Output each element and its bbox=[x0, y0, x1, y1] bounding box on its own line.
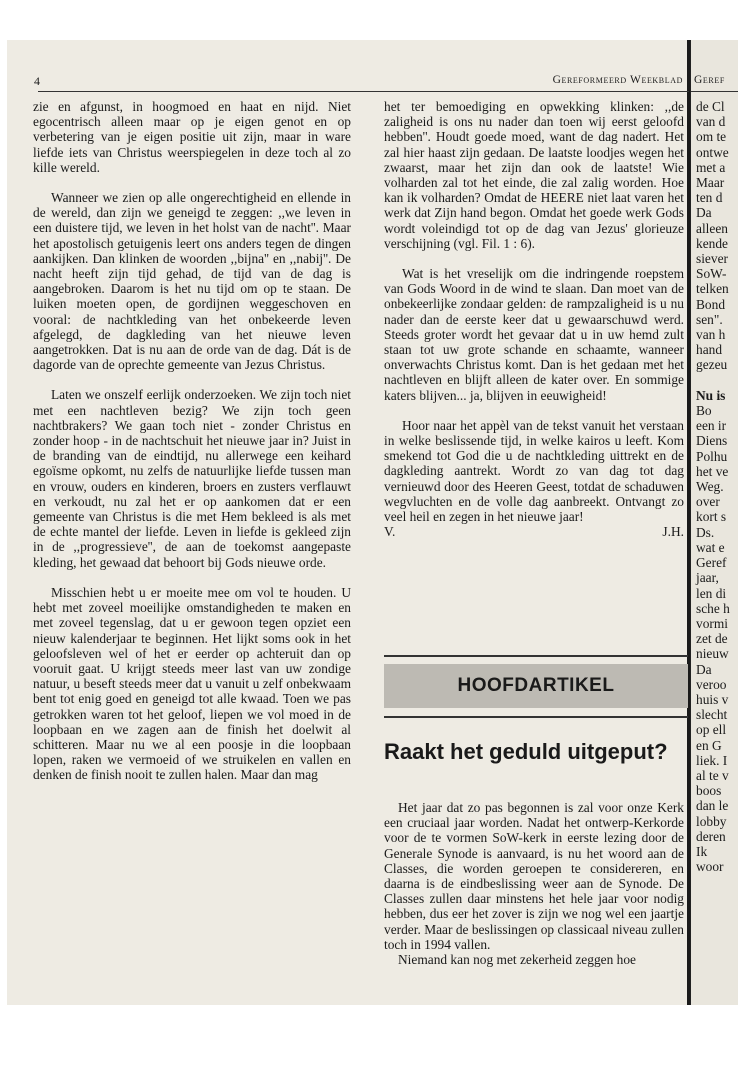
paragraph: Het jaar dat zo pas begonnen is zal voor onze Kerk een cruciaal jaar worden. Nadat het ontwerp-Kerkorde voor de te vormen SoW-kerk in eerste lezing door de Generale Synode is aanvaard, is nu het woord aan de Classes, die worden geroepen te considereren, en daarna is de eindbeslissing weer aan de Synode. De Classes zullen daar minstens het hele jaar voor nodig hebben, dus eer het zover is zijn we nog wel een jaartje verder. Maar de beslissingen op classicaal niveau zullen toch in 1994 vallen. bbox=[384, 800, 684, 952]
cropped-line: vormi bbox=[696, 615, 728, 631]
cropped-line: Geref bbox=[696, 555, 727, 571]
running-head: Gereformeerd Weekblad bbox=[552, 74, 683, 86]
paragraph: Laten we onszelf eerlijk onderzoeken. We zijn toch niet met een nachtleven bezig? We zijn toch geen nachtbrakers? We gaan toch niet - zonder Christus en zonder hoop - in de nachtschuit het nieuwe jaar in? Juist in de branding van de eindtijd, nu allerwege een keihard egoïsme opkomt, nu zelfs de natuurlijke liefde tussen man en vrouw, ouders en kinderen, broers en zusters verflauwt en verkoudt, nu zal het er op aankomen dat er een gemeente van Christus is die met Hem bekleed is als met de echte mantel der liefde. Leven in liefde is gekleed zijn in de ,,progressieve'', de aan de toekomst aangepaste kleding, het gewaad dat behoort bij Gods nieuwe orde. bbox=[33, 387, 351, 570]
cropped-line: telken bbox=[696, 281, 729, 297]
column-3-cropped bbox=[696, 99, 738, 874]
signature-right: J.H. bbox=[662, 524, 684, 540]
cropped-line: Weg. bbox=[696, 479, 724, 495]
page-number: 4 bbox=[34, 74, 40, 88]
paragraph: Wat is het vreselijk om die indringende roepstem van Gods Woord in de wind te slaan. Dan moet van de onbekeerlijke zondaar gelden: de rampzaligheid is u nu nader dan de eerste keer dat u gewaarschuwd werd. Steeds groter wordt het gevaar dat u in uw hemd zult staan tot uw grote schande en schaamte, wanneer onverwachts Christus komt. Dan is het gedaan met het nachtleven en blijft alleen de kater over. En sommige katers blijven... ja, blijven in eeuwigheid! bbox=[384, 266, 684, 403]
cropped-line: SoW- bbox=[696, 266, 727, 282]
cropped-line bbox=[696, 373, 738, 388]
cropped-line: kort s bbox=[696, 509, 727, 525]
paragraph: Misschien hebt u er moeite mee om vol te houden. U hebt met zoveel moeilijke omstandigheden te maken en met zoveel tegenslag, dat u er gewoon tegen opziet een nieuw kalenderjaar te beginnen. Het lijkt soms ook in het geloofsleven wel of het er eerder op achteruit dan op vooruit gaat. U krijgt steeds meer last van uw zondige natuur, u beseft steeds meer dat u vanuit u zelf onbekwaam bent tot enig goed en geneigd tot alle kwaad. Toen we pas getrokken waren tot het geloof, liepen we vol moed in de loopbaan en we zagen aan de finish het doelwit al schitteren. Maar nu we al een poosje in die loopbaan lopen, raken we vermoeid of we struikelen en vallen en denken de finish nooit te zullen halen. Maar dan mag bbox=[33, 584, 351, 783]
cropped-line: Ds. bbox=[696, 524, 715, 540]
paragraph: Niemand kan nog met zekerheid zeggen hoe bbox=[398, 952, 636, 968]
cropped-line: siever bbox=[696, 251, 728, 267]
paragraph: Wanneer we zien op alle ongerechtigheid en ellende in de wereld, dan zijn we geneigd te zeggen: ,,we leven in een duistere tijd, we leven in het holst van de nacht''. Maar het apostolisch getuigenis leert ons anders tegen de dingen aankijken. Dan klinken de woorden ,,bijna'' en ,,nabij''. De nacht heeft zijn tijd gehad, de tijd van de dag is aangebroken. Daarom is het nu tijd om op te staan. De luiken moeten open, de gordijnen weggeschoven en vooral: de nachtkleding van het onbekeerde leven afgelegd, de dagkleding van het nieuwe leven aangetrokken. Dat is nu aan de orde van de dag. Dát is de dagorde van de oprechte gemeente van Jezus Christus. bbox=[33, 190, 351, 373]
cropped-line: Maar bbox=[696, 175, 725, 191]
cropped-line: wat e bbox=[696, 539, 725, 555]
cropped-line: met a bbox=[696, 159, 726, 175]
article-title: Raakt het geduld uitgeput? bbox=[384, 739, 668, 764]
cropped-line: boos bbox=[696, 783, 722, 799]
page-gutter bbox=[687, 40, 690, 1005]
article-body bbox=[384, 800, 684, 967]
cropped-line: slecht bbox=[696, 707, 728, 723]
paragraph: Hoor naar het appèl van de tekst vanuit het verstaan in welke beslissende tijd, in welke kairos u leeft. Kom smekend tot God die u de nachtkleding uittrekt en de dagkleding aantrekt. Wordt zo van dag tot dag vernieuwd door des Heeren Geest, totdat de schaduwen wegvluchten en de volle dag aanbreekt. Ontvangt zo veel heil en zegen in het nieuwe jaar! bbox=[384, 417, 684, 525]
cropped-line: sen". bbox=[696, 311, 723, 327]
cropped-line: huis v bbox=[696, 691, 729, 707]
column-1 bbox=[33, 99, 351, 783]
next-header-rule bbox=[691, 91, 738, 92]
cropped-line: dan le bbox=[696, 798, 729, 814]
column-2 bbox=[384, 99, 684, 539]
section-title: HOOFDARTIKEL bbox=[457, 675, 615, 696]
cropped-line: en G bbox=[696, 737, 722, 753]
page-bottom-margin bbox=[0, 1005, 738, 1068]
next-running-head: Geref bbox=[694, 74, 725, 86]
cropped-line: van d bbox=[696, 114, 726, 130]
cropped-line: deren bbox=[696, 828, 726, 844]
signature-left: V. bbox=[384, 524, 396, 540]
cropped-line: over bbox=[696, 494, 720, 510]
cropped-line: Da bbox=[696, 661, 712, 677]
cropped-line: len di bbox=[696, 585, 727, 601]
cropped-line: jaar, bbox=[696, 570, 719, 586]
cropped-line: alleen bbox=[696, 220, 728, 236]
cropped-line: Ik bbox=[696, 843, 708, 859]
cropped-line: al te v bbox=[696, 767, 729, 783]
cropped-line: Da bbox=[696, 205, 712, 221]
section-banner-fill bbox=[384, 664, 688, 708]
cropped-line: ten d bbox=[696, 190, 723, 206]
cropped-line: op ell bbox=[696, 722, 727, 738]
cropped-line: om te bbox=[696, 129, 727, 145]
cropped-line: sche h bbox=[696, 600, 730, 616]
cropped-line: de Cl bbox=[696, 99, 725, 114]
cropped-line: gezeu bbox=[696, 357, 728, 373]
cropped-line: ontwe bbox=[696, 144, 729, 160]
cropped-line: lobby bbox=[696, 813, 727, 829]
cropped-line: het ve bbox=[696, 463, 729, 479]
cropped-line: liek. I bbox=[696, 752, 728, 768]
cropped-line: een ir bbox=[696, 418, 727, 434]
signature-line bbox=[384, 524, 684, 539]
cropped-line: nieuw bbox=[696, 646, 729, 662]
paragraph: zie en afgunst, in hoogmoed en haat en nijd. Niet egocentrisch alleen maar op je eigen genot en op verbetering van je eigen positie uit zijn, maar in ware liefde iets van Christus weerspiegelen in deze toch al zo kille wereld. bbox=[33, 99, 351, 175]
cropped-line: kende bbox=[696, 235, 728, 251]
cropped-line: woor bbox=[696, 859, 724, 875]
cropped-line: Bond bbox=[696, 296, 726, 312]
cropped-line: Nu is bbox=[696, 387, 726, 403]
cropped-line: van h bbox=[696, 327, 726, 343]
cropped-line: Diens bbox=[696, 433, 728, 449]
cropped-line: veroo bbox=[696, 676, 727, 692]
header-rule bbox=[38, 91, 689, 92]
section-banner bbox=[384, 655, 688, 718]
paragraph: het ter bemoediging en opwekking klinken: ,,de zaligheid is ons nu nader dan toen wij eerst geloofd hebben''. Houdt goede moed, want de dag nadert. Het zal hier haast zijn gedaan. De laatste loodjes wegen het zwaarst, maar het zijn dan ook de laatste! Wie volharden zal tot het einde, die zal zalig worden. Hoe kan ik volharden? Omdat de HEERE niet laat varen het werk dat Zijn hand begon. Omdat het goede werk Gods wordt voleindigd tot op de dag van Jezus' glorieuze verschijning (vgl. Fil. 1 : 6). bbox=[384, 99, 684, 251]
cropped-line: Bo bbox=[696, 403, 712, 419]
cropped-line: Polhu bbox=[696, 448, 728, 464]
cropped-line: zet de bbox=[696, 631, 728, 647]
cropped-line: hand bbox=[696, 342, 723, 358]
